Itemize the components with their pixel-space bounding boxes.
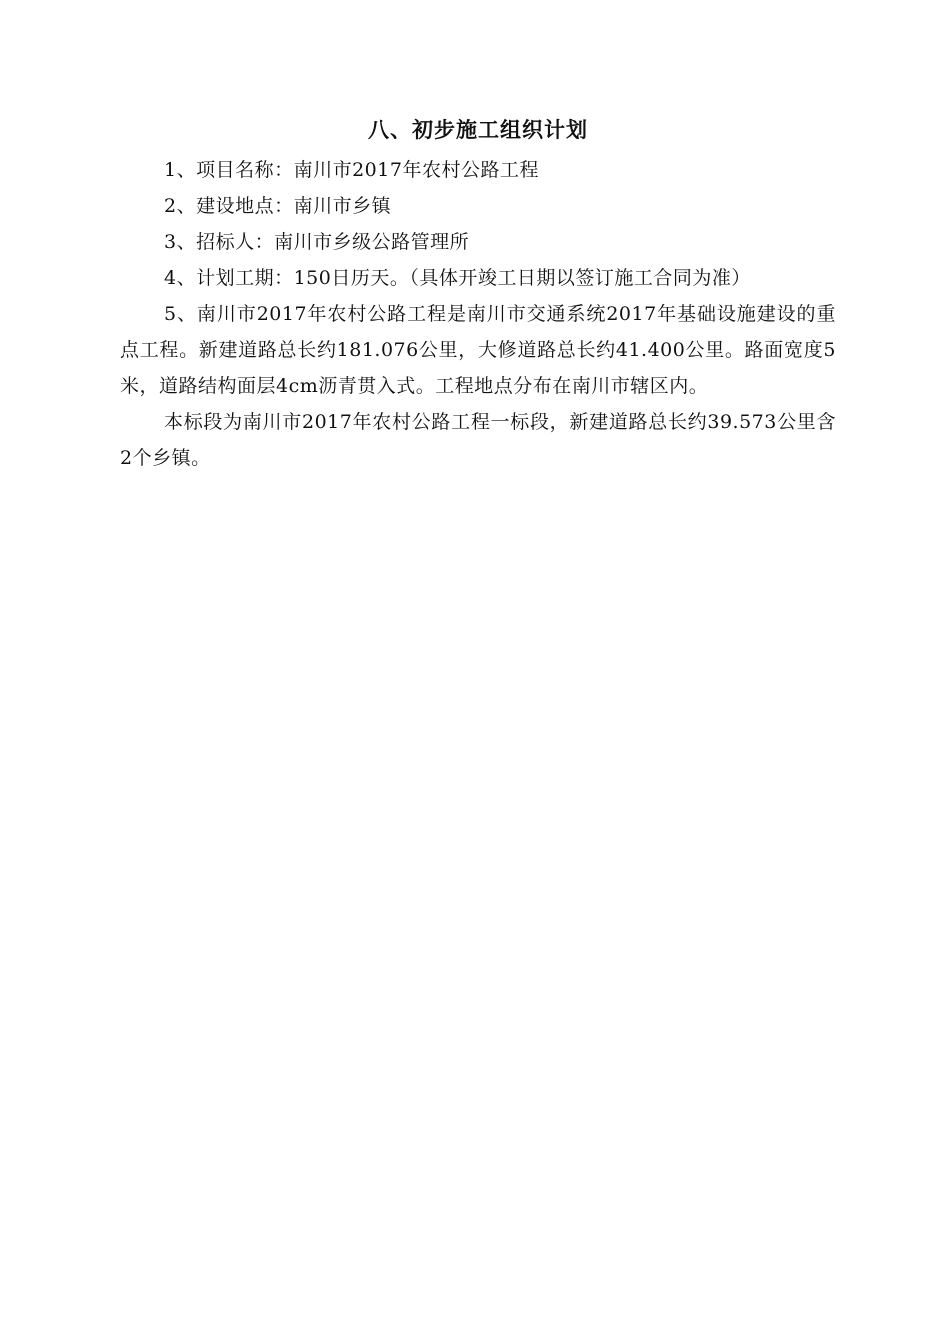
document-body [120, 110, 836, 476]
paragraph-bid-section: 本标段为南川市2017年农村公路工程一标段，新建道路总长约39.573公里含2个乡镇。 [120, 411, 836, 469]
paragraph-tenderer: 3、招标人：南川市乡级公路管理所 [164, 231, 470, 253]
paragraph-location: 2、建设地点：南川市乡镇 [164, 195, 392, 217]
paragraph-project-overview: 5、南川市2017年农村公路工程是南川市交通系统2017年基础设施建设的重点工程。新建道路总长约181.076公里，大修道路总长约41.400公里。路面宽度5米，道路结构面层4cm沥青贯入式。工程地点分布在南川市辖区内。 [120, 303, 836, 397]
section-title: 八、初步施工组织计划 [368, 118, 588, 142]
paragraph-project-name: 1、项目名称：南川市2017年农村公路工程 [164, 159, 539, 181]
paragraph-schedule: 4、计划工期：150日历天。（具体开竣工日期以签订施工合同为准） [164, 267, 751, 289]
